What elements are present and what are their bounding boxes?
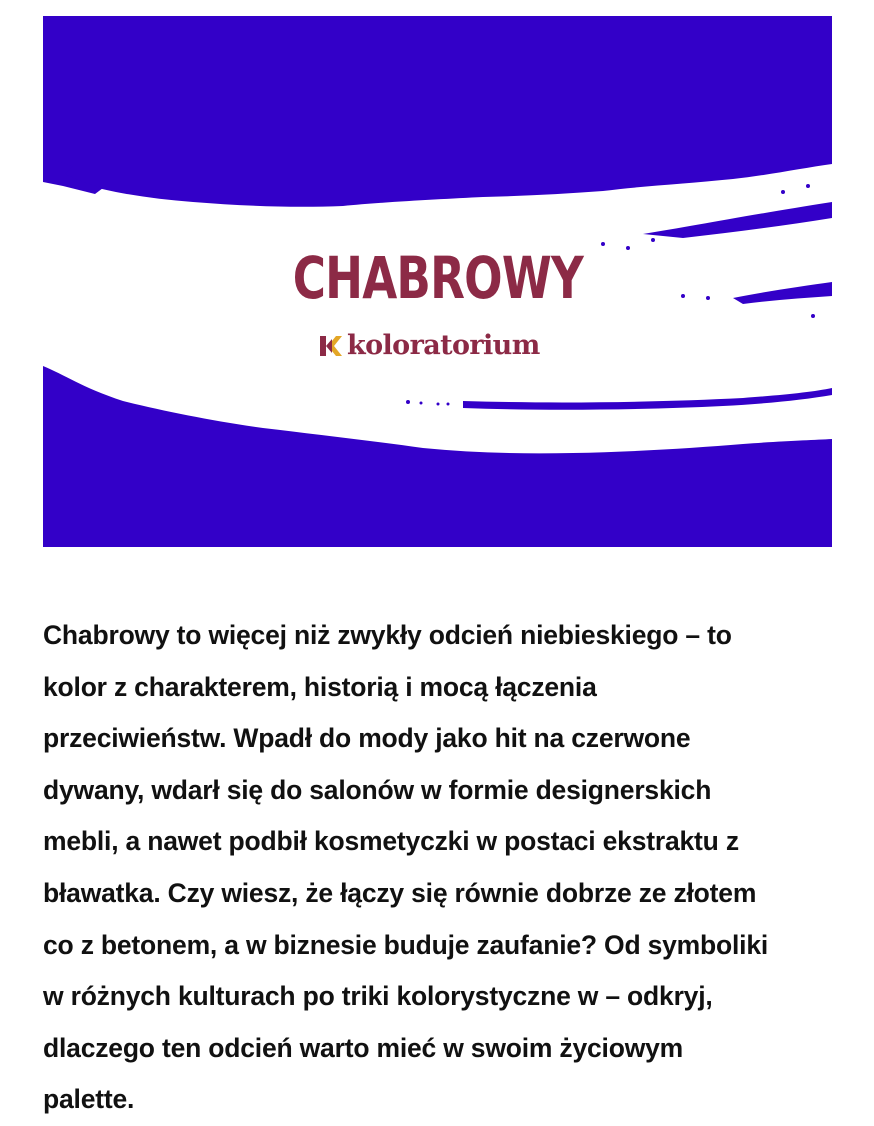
paragraph-line: mebli, a nawet podbił kosmetyczki w postaci ekstraktu z bbox=[43, 826, 739, 857]
koloratorium-k-logo-icon bbox=[319, 334, 343, 358]
paragraph-line: dywany, wdarł się do salonów w formie designerskich bbox=[43, 774, 712, 805]
article-intro-paragraph bbox=[43, 610, 843, 1126]
paragraph-line: bławatka. Czy wiesz, że łączy się równie dobrze ze złotem bbox=[43, 877, 757, 908]
banner-title: CHABROWY bbox=[292, 244, 583, 312]
brand-logo-lockup bbox=[319, 329, 540, 363]
paragraph-line: co z betonem, a w biznesie buduje zaufanie? Od symboliki bbox=[43, 929, 769, 960]
paragraph-line: dlaczego ten odcień warto mieć w swoim życiowym bbox=[43, 1032, 684, 1063]
paragraph-line: przeciwieństw. Wpadł do mody jako hit na czerwone bbox=[43, 723, 691, 754]
hero-banner bbox=[43, 16, 832, 547]
paragraph-line: w różnych kulturach po triki kolorystyczne w – odkryj, bbox=[43, 981, 713, 1012]
paragraph-line: palette. bbox=[43, 1084, 135, 1115]
paragraph-line: kolor z charakterem, historią i mocą łączenia bbox=[43, 671, 597, 702]
paragraph-line: Chabrowy to więcej niż zwykły odcień niebieskiego – to bbox=[43, 620, 732, 650]
brand-name: koloratorium bbox=[347, 330, 540, 361]
